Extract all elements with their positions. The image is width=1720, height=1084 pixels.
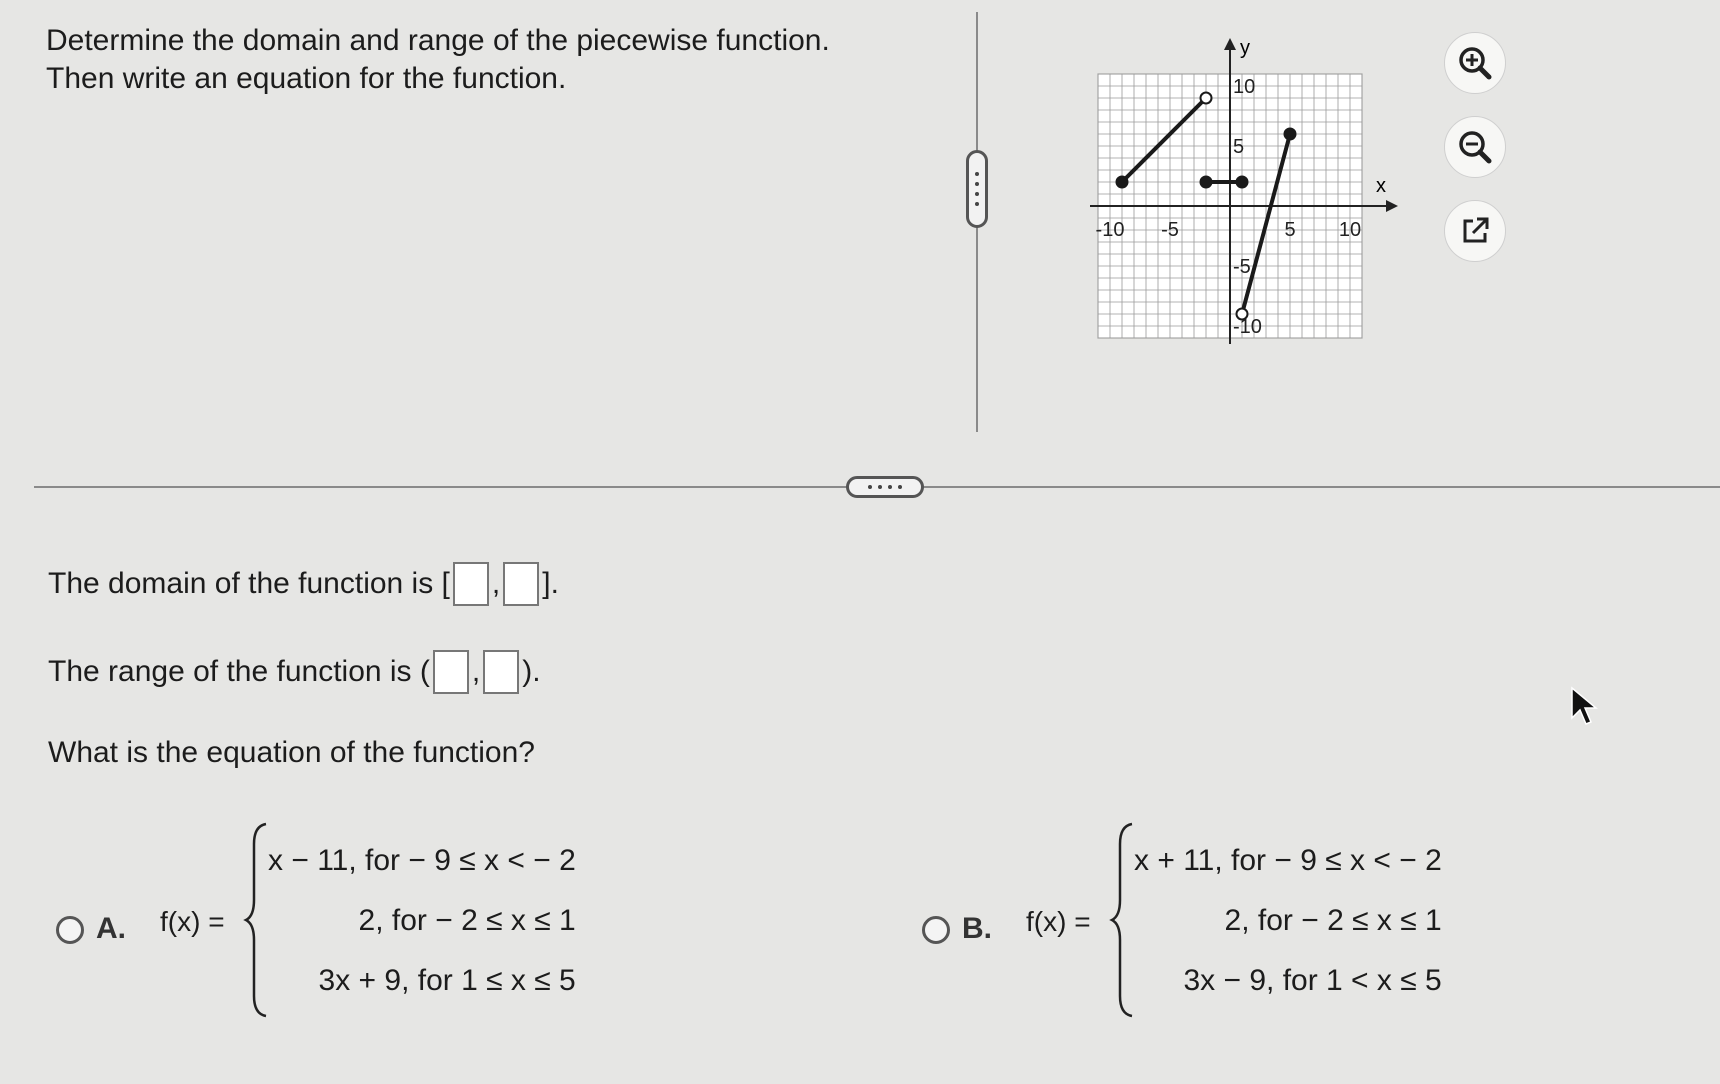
- equation-question: What is the equation of the function?: [48, 736, 535, 769]
- domain-upper-input[interactable]: [503, 562, 539, 606]
- choice-b[interactable]: [922, 820, 1562, 1030]
- zoom-in-button[interactable]: [1444, 32, 1506, 94]
- x-tick-label: 5: [1284, 219, 1296, 241]
- closed-endpoint: [1237, 177, 1248, 188]
- choice-b-radio[interactable]: [922, 916, 950, 944]
- choice-b-case-2: 2, for − 2 ≤ x ≤ 1: [1224, 904, 1442, 937]
- choice-a[interactable]: [56, 820, 676, 1030]
- choice-a-fx: f(x) =: [160, 906, 225, 937]
- y-axis-label: y: [1240, 37, 1250, 59]
- domain-suffix-text: ].: [542, 567, 559, 600]
- open-endpoint: [1201, 93, 1212, 104]
- y-tick-label: 5: [1233, 136, 1245, 158]
- external-link-icon: [1457, 213, 1493, 249]
- y-tick-label: 10: [1233, 76, 1256, 98]
- x-axis-arrow: [1386, 200, 1398, 212]
- horizontal-resize-handle[interactable]: [846, 476, 924, 498]
- domain-prefix-text: The domain of the function is [: [48, 567, 450, 600]
- prompt-line-2: Then write an equation for the function.: [46, 62, 567, 95]
- choice-b-cases: [1134, 842, 1442, 1022]
- range-separator: ,: [471, 655, 481, 688]
- y-tick-label: -10: [1233, 316, 1262, 338]
- zoom-out-icon: [1455, 127, 1495, 167]
- closed-endpoint: [1285, 129, 1296, 140]
- x-axis-label: x: [1376, 175, 1386, 197]
- choice-a-case-1: x − 11, for − 9 ≤ x < − 2: [268, 844, 576, 877]
- x-tick-label: -5: [1161, 219, 1179, 241]
- vertical-resize-handle[interactable]: [966, 150, 988, 228]
- x-tick-label: 10: [1338, 219, 1362, 241]
- choice-a-letter: A.: [96, 912, 126, 945]
- popout-button[interactable]: [1444, 200, 1506, 262]
- closed-endpoint: [1117, 177, 1128, 188]
- choice-a-cases: [268, 842, 576, 1022]
- y-tick-label: -5: [1233, 256, 1251, 278]
- domain-separator: ,: [491, 567, 501, 600]
- zoom-in-icon: [1455, 43, 1495, 83]
- x-tick-label: -10: [1095, 219, 1125, 241]
- choice-a-radio[interactable]: [56, 916, 84, 944]
- zoom-out-button[interactable]: [1444, 116, 1506, 178]
- range-suffix-text: ).: [522, 655, 541, 688]
- question-prompt: [46, 22, 830, 98]
- closed-endpoint: [1201, 177, 1212, 188]
- choice-b-case-1: x + 11, for − 9 ≤ x < − 2: [1134, 844, 1442, 877]
- prompt-line-1: Determine the domain and range of the piecewise function.: [46, 24, 830, 57]
- range-upper-input[interactable]: [483, 650, 519, 694]
- choice-b-fx: f(x) =: [1026, 906, 1091, 937]
- choice-a-case-2: 2, for − 2 ≤ x ≤ 1: [358, 904, 576, 937]
- domain-question: [48, 562, 559, 606]
- range-question: [48, 650, 541, 694]
- mouse-pointer-icon: [1570, 686, 1598, 726]
- function-graph: [1060, 36, 1440, 396]
- y-axis-arrow: [1224, 38, 1236, 50]
- domain-lower-input[interactable]: [453, 562, 489, 606]
- range-prefix-text: The range of the function is (: [48, 655, 430, 688]
- choice-b-letter: B.: [962, 912, 992, 945]
- choice-b-case-3: 3x − 9, for 1 < x ≤ 5: [1183, 964, 1442, 997]
- choice-a-case-3: 3x + 9, for 1 ≤ x ≤ 5: [318, 964, 576, 997]
- range-lower-input[interactable]: [433, 650, 469, 694]
